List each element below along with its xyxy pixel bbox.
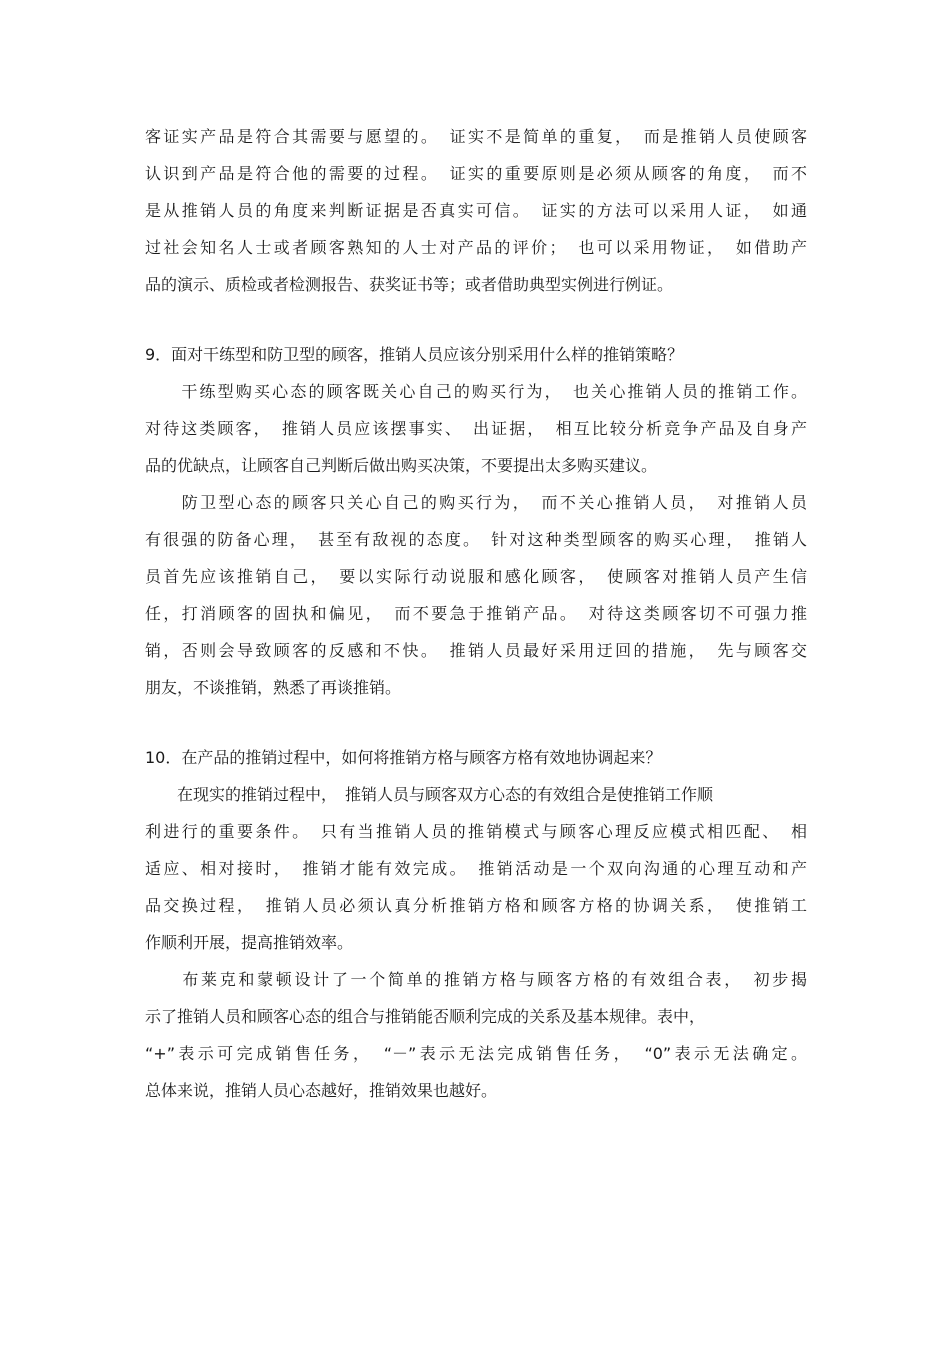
text-line: 适应、相对接时， 推销才能有效完成。 推销活动是一个双向沟通的心理互动和产 [145,859,807,878]
text-line: 有很强的防备心理， 甚至有敌视的态度。 针对这种类型顾客的购买心理， 推销人 [145,530,807,549]
text-line: 是从推销人员的角度来判断证据是否真实可信。 证实的方法可以采用人证， 如通 [145,201,807,220]
text-line: 客证实产品是符合其需要与愿望的。 证实不是简单的重复， 而是推销人员使顾客 [145,127,807,146]
text-line: 作顺利开展，提高推销效率。 [145,933,354,952]
text-line: 防卫型心态的顾客只关心自己的购买行为， 而不关心推销人员， 对推销人员 [145,493,807,512]
text-line: 10．在产品的推销过程中，如何将推销方格与顾客方格有效地协调起来？ [145,748,662,767]
paragraph-gap [145,706,807,739]
text-line: 品的演示、质检或者检测报告、获奖证书等；或者借助典型实例进行例证。 [145,275,674,294]
text-line: 认识到产品是符合他的需要的过程。 证实的重要原则是必须从顾客的角度， 而不 [145,164,807,183]
document-body [145,118,807,1109]
text-line: 任，打消顾客的固执和偏见， 而不要急于推销产品。 对待这类顾客切不可强力推 [145,604,807,623]
text-line: 示了推销人员和顾客心态的组合与推销能否顺利完成的关系及基本规律。表中， [145,1007,706,1026]
text-line: 品的优缺点，让顾客自己判断后做出购买决策，不要提出太多购买建议。 [145,456,658,475]
text-line: 9．面对干练型和防卫型的顾客，推销人员应该分别采用什么样的推销策略？ [145,345,684,364]
text-line: 总体来说，推销人员心态越好，推销效果也越好。 [145,1081,498,1100]
text-line: 对待这类顾客， 推销人员应该摆事实、 出证据， 相互比较分析竞争产品及自身产 [145,419,807,438]
text-line: 干练型购买心态的顾客既关心自己的购买行为， 也关心推销人员的推销工作。 [145,382,807,401]
text-line: 过社会知名人士或者顾客熟知的人士对产品的评价； 也可以采用物证， 如借助产 [145,238,807,257]
text-line: 朋友，不谈推销，熟悉了再谈推销。 [145,678,402,697]
text-line: 利进行的重要条件。 只有当推销人员的推销模式与顾客心理反应模式相匹配、 相 [145,822,807,841]
text-line: “+”表示可完成销售任务， “－”表示无法完成销售任务， “0”表示无法确定。 [145,1044,807,1063]
text-line: 品交换过程， 推销人员必须认真分析推销方格和顾客方格的协调关系， 使推销工 [145,896,807,915]
paragraph-gap [145,303,807,336]
text-line: 布莱克和蒙顿设计了一个简单的推销方格与顾客方格的有效组合表， 初步揭 [145,970,807,989]
text-line: 员首先应该推销自己， 要以实际行动说服和感化顾客， 使顾客对推销人员产生信 [145,567,807,586]
text-line: 销，否则会导致顾客的反感和不快。 推销人员最好采用迂回的措施， 先与顾客交 [145,641,807,660]
text-line: 在现实的推销过程中， 推销人员与顾客双方心态的有效组合是使推销工作顺 [145,785,714,804]
